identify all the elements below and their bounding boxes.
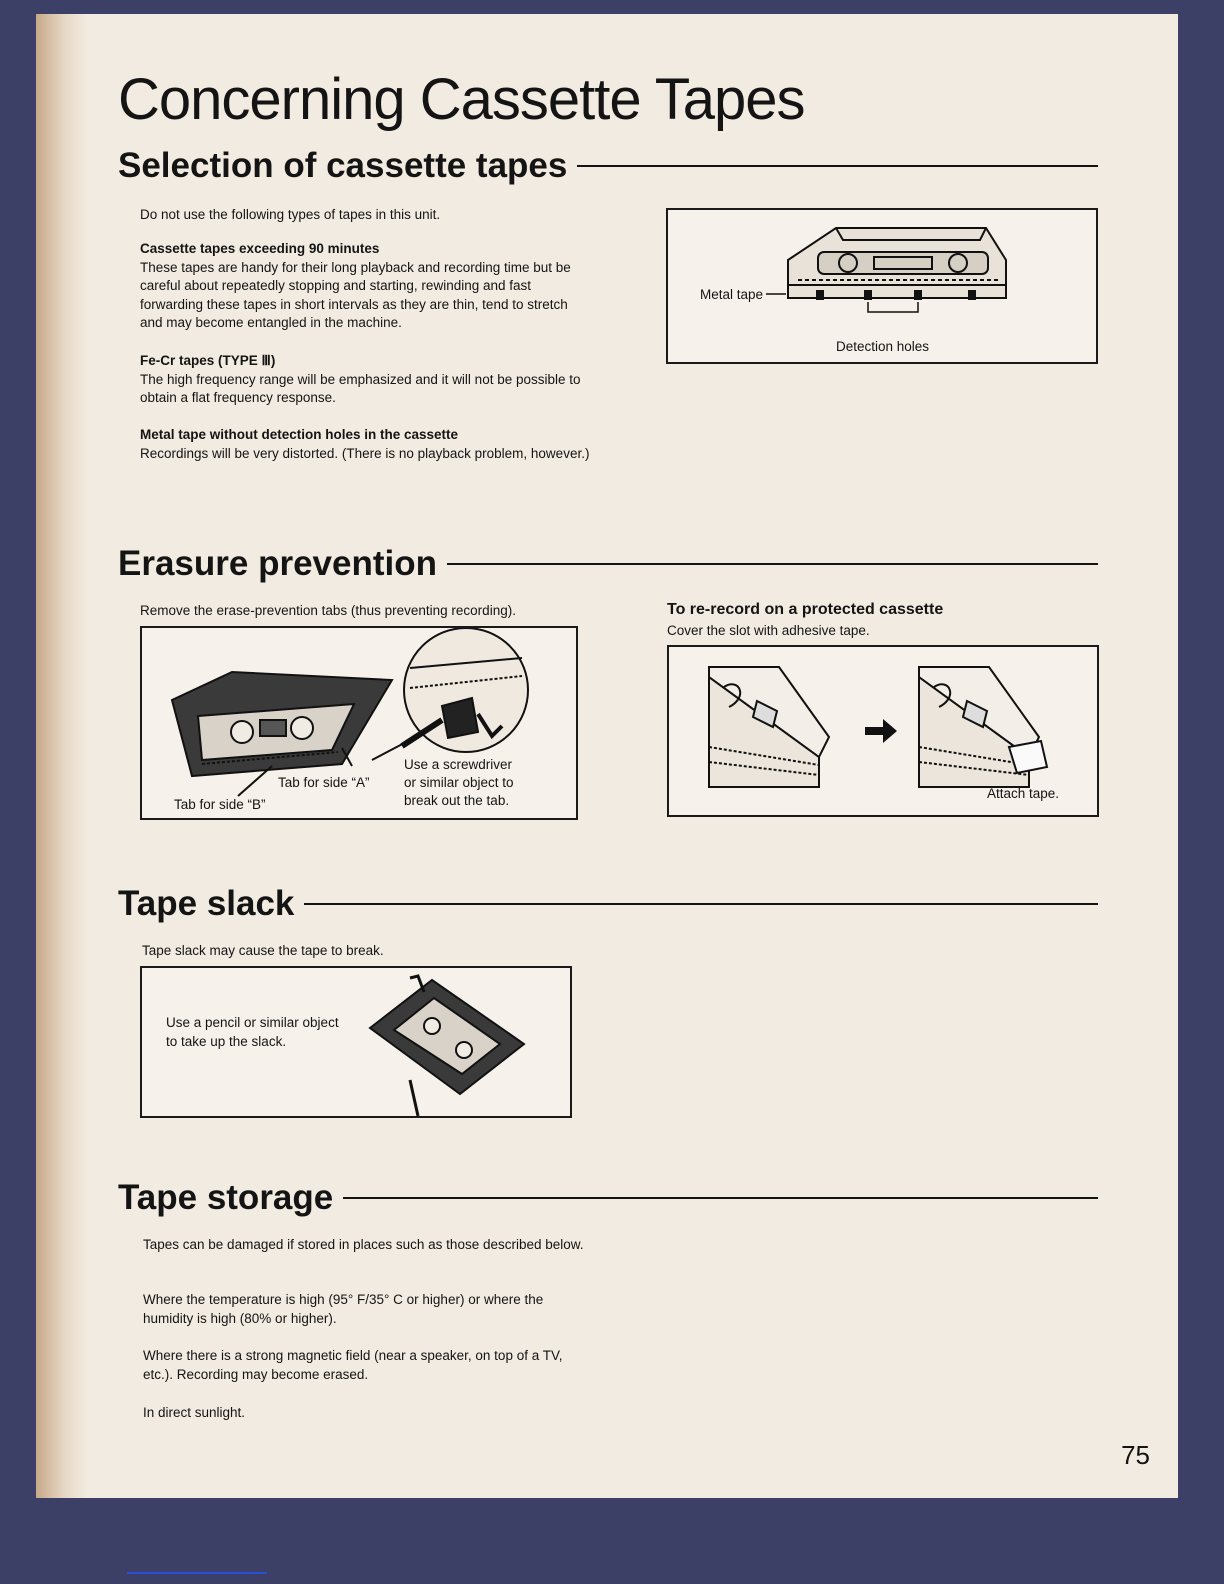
rerecord-title: To re-record on a protected cassette — [667, 601, 944, 618]
rerecord-figure — [667, 645, 1099, 817]
label-pencil-slack: Use a pencil or similar object to take up the slack. — [166, 1015, 339, 1049]
label-tab-side-b: Tab for side “B” — [174, 797, 266, 812]
page-title: Concerning Cassette Tapes — [118, 67, 805, 132]
bottom-link-underline — [127, 1572, 267, 1574]
heading-rule — [577, 165, 1098, 167]
label-tab-side-a: Tab for side “A” — [278, 775, 370, 790]
storage-intro: Tapes can be damaged if stored in places such as those described below. — [143, 1237, 584, 1252]
label-attach-tape: Attach tape. — [987, 786, 1060, 801]
page-number: 75 — [1121, 1440, 1150, 1470]
label-metal-tape: Metal tape — [700, 287, 764, 302]
metal-tape-figure — [666, 208, 1098, 364]
label-screwdriver-line2: or similar object to — [404, 775, 514, 790]
erasure-intro: Remove the erase-prevention tabs (thus preventing recording). — [140, 603, 516, 618]
storage-item-temperature: Where the temperature is high (95° F/35° C or higher) or where the humidity is high (80% or higher). — [143, 1292, 544, 1326]
label-detection-holes: Detection holes — [836, 339, 930, 354]
selection-intro: Do not use the following types of tapes in this unit. — [140, 207, 441, 222]
erasure-tab-figure — [140, 626, 578, 820]
slack-intro: Tape slack may cause the tape to break. — [142, 943, 384, 958]
section-heading-erasure: Erasure prevention — [118, 544, 1098, 584]
section-heading-storage: Tape storage — [118, 1178, 1098, 1218]
item-title: Fe-Cr tapes (TYPE Ⅲ) — [140, 353, 276, 368]
selection-item-fecr — [140, 352, 590, 408]
section-heading-selection: Selection of cassette tapes — [118, 146, 1098, 186]
label-screwdriver-line3: break out the tab. — [404, 793, 510, 808]
heading-rule — [447, 563, 1098, 565]
tape-slack-figure — [140, 966, 572, 1118]
item-text: Recordings will be very distorted. (There is no playback problem, however.) — [140, 445, 590, 461]
item-text: These tapes are handy for their long playback and recording time but be careful about repeatedly stopping and starting, rewinding and fast forwarding these tapes in short intervals as they are thin, tend to stretch and may become entangled in the machine. — [140, 259, 571, 330]
item-title: Cassette tapes exceeding 90 minutes — [140, 241, 380, 256]
heading-rule — [343, 1197, 1098, 1199]
section-heading-slack: Tape slack — [118, 884, 1098, 924]
storage-item-sunlight: In direct sunlight. — [143, 1405, 246, 1420]
rerecord-text: Cover the slot with adhesive tape. — [667, 623, 870, 638]
page-binding-shadow — [36, 14, 88, 1498]
selection-item-long-tapes — [140, 240, 590, 333]
heading-rule — [304, 903, 1098, 905]
label-screwdriver-line1: Use a screwdriver — [404, 757, 513, 772]
storage-item-magnetic: Where there is a strong magnetic field (near a speaker, on top of a TV, etc.). Recording may become erased. — [143, 1348, 563, 1382]
selection-item-metal — [140, 426, 590, 463]
rerecord-block — [667, 600, 1087, 641]
manual-page — [36, 14, 1178, 1498]
item-title: Metal tape without detection holes in the cassette — [140, 427, 459, 442]
item-text: The high frequency range will be emphasized and it will not be possible to obtain a flat frequency response. — [140, 371, 581, 405]
